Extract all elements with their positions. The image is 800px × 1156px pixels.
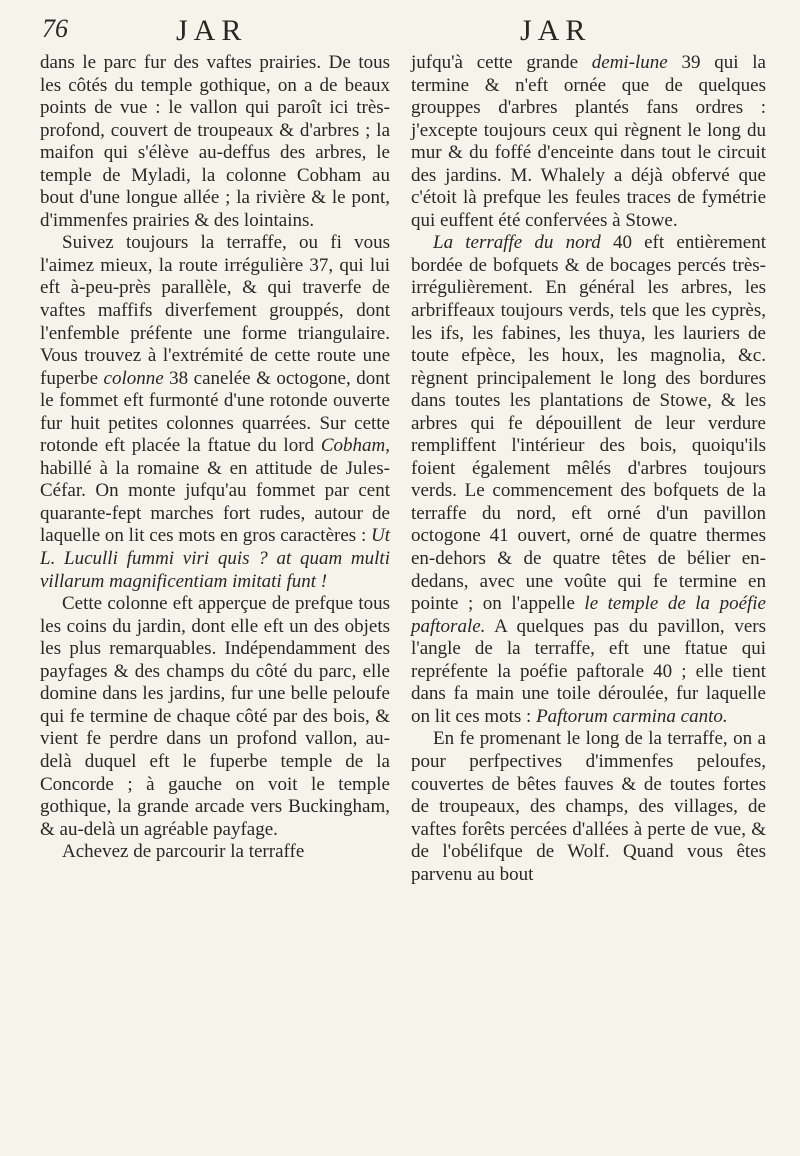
paragraph-text: Achevez de parcourir la terraffe	[62, 841, 305, 863]
paragraph-text: 38 canelée & octogone, dont le fommet eft furmonté d'une rotonde ouverte fur huit petites colonnes quarrées. Sur cette rotonde eft placée la ftatue du lord	[40, 367, 390, 457]
paragraph	[40, 52, 390, 232]
paragraph	[411, 52, 766, 232]
paragraph	[40, 593, 390, 841]
paragraph-text: 39 qui la termine & n'eft ornée que de quelques grouppes d'arbres plantés fans ordres : j'excepte toujours ceux qui règnent le long du mur & du foffé d'enceinte dans tout le circuit des jardins. M. Whalely a déjà obfervé que c'étoit là prefque les feules traces de fymétrie qui euffent été confervées à Stowe.	[411, 52, 766, 231]
paragraph-text: , habillé à la romaine & en attitude de Jules-Céfar. On monte jufqu'au fommet par cent quarante-fept marches fort rudes, autour de laquelle on lit ces mots en gros caractères :	[40, 435, 390, 547]
italic-name: Cobham	[320, 435, 386, 457]
italic-term: colonne	[103, 367, 164, 389]
paragraph-text: En fe promenant le long de la terraffe, on a pour perfpectives d'immenfes peloufes, couvertes de bêtes fauves & de toutes fortes de troupeaux, des champs, des villages, de vaftes forêts percées d'allées à perte de vue, & de l'obélifque de Wolf. Quand vous êtes parvenu au bout	[411, 728, 766, 885]
page-header	[0, 14, 800, 54]
running-head-right: JAR	[520, 14, 592, 47]
running-head-left: JAR	[176, 14, 248, 47]
latin-inscription: Paftorum carmina canto.	[536, 705, 728, 727]
paragraph	[411, 728, 766, 886]
italic-term: La terraffe du nord	[433, 232, 601, 254]
paragraph-text: jufqu'à cette grande	[411, 52, 592, 73]
paragraph-text: Suivez toujours la terraffe, ou fi vous l'aimez mieux, la route irrégulière 37, qui lui eft à-peu-près parallèle, & qui traverfe de vaftes maffifs diverfement grouppés, dont l'enfemble préfente une forme triangulaire. Vous trouvez à l'extrémité de cette route une fuperbe	[40, 232, 390, 389]
paragraph-text: 40 eft entièrement bordée de bofquets & de bocages percés très-irrégulièrement. En général les arbres, les arbriffeaux toujours verds, tels que les cyprès, les ifs, les fabines, les thuya, les lauriers de toute efpèce, les houx, les magnolia, &c. règnent principalement le long des bordures dans toutes les plantations de Stowe, & les arbres qui fe dépouillent de leur verdure rempliffent l'intérieur des bois, quoiqu'ils foient également mêlés d'arbres toujours verds. Le commencement des bofquets de la terraffe du nord, eft orné d'un pavillon octogone 41 ouvert, orné de quatre thermes en-dehors & de quatre têtes de bélier en-dedans, avec une voûte qui fe termine en pointe ; on l'appelle	[411, 232, 766, 615]
paragraph	[40, 232, 390, 593]
left-column	[40, 52, 390, 864]
italic-term: demi-lune	[591, 52, 668, 73]
paragraph	[411, 232, 766, 728]
paragraph-text: dans le parc fur des vaftes prairies. De tous les côtés du temple gothique, on a de beaux points de vue : le vallon qui paroît ici très-profond, couvert de troupeaux & d'arbres ; la maifon qui s'élève au-deffus des arbres, le temple de Myladi, la colonne Cobham au bout d'une longue allée ; la rivière & le pont, d'immenfes prairies & des lointains.	[40, 52, 390, 231]
paragraph-text: A quelques pas du pavillon, vers l'angle de la terraffe, eft une ftatue qui repréfente la poéfie paftorale 40 ; elle tient dans fa main une toile déroulée, fur laquelle on lit ces mots :	[411, 615, 766, 727]
italic-term: le temple de la poéfie paftorale.	[411, 593, 766, 637]
latin-inscription: Ut L. Luculli fummi viri quis ? at quam multi villarum magnificentiam imitati funt !	[40, 525, 390, 592]
right-column	[411, 52, 766, 886]
paragraph-text: Cette colonne eft apperçue de prefque tous les coins du jardin, dont elle eft un des objets les plus remarquables. Indépendamment des payfages & des champs du côté du parc, elle domine dans les jardins, fur une belle peloufe qui fe termine de chaque côté par des bois, & vient fe perdre dans un profond vallon, au-delà duquel eft le fuperbe temple de la Concorde ; à gauche on voit le temple gothique, la grande arcade vers Buckingham, & au-delà un agréable payfage.	[40, 593, 390, 840]
page-number: 76	[42, 14, 68, 43]
paragraph	[40, 841, 390, 864]
